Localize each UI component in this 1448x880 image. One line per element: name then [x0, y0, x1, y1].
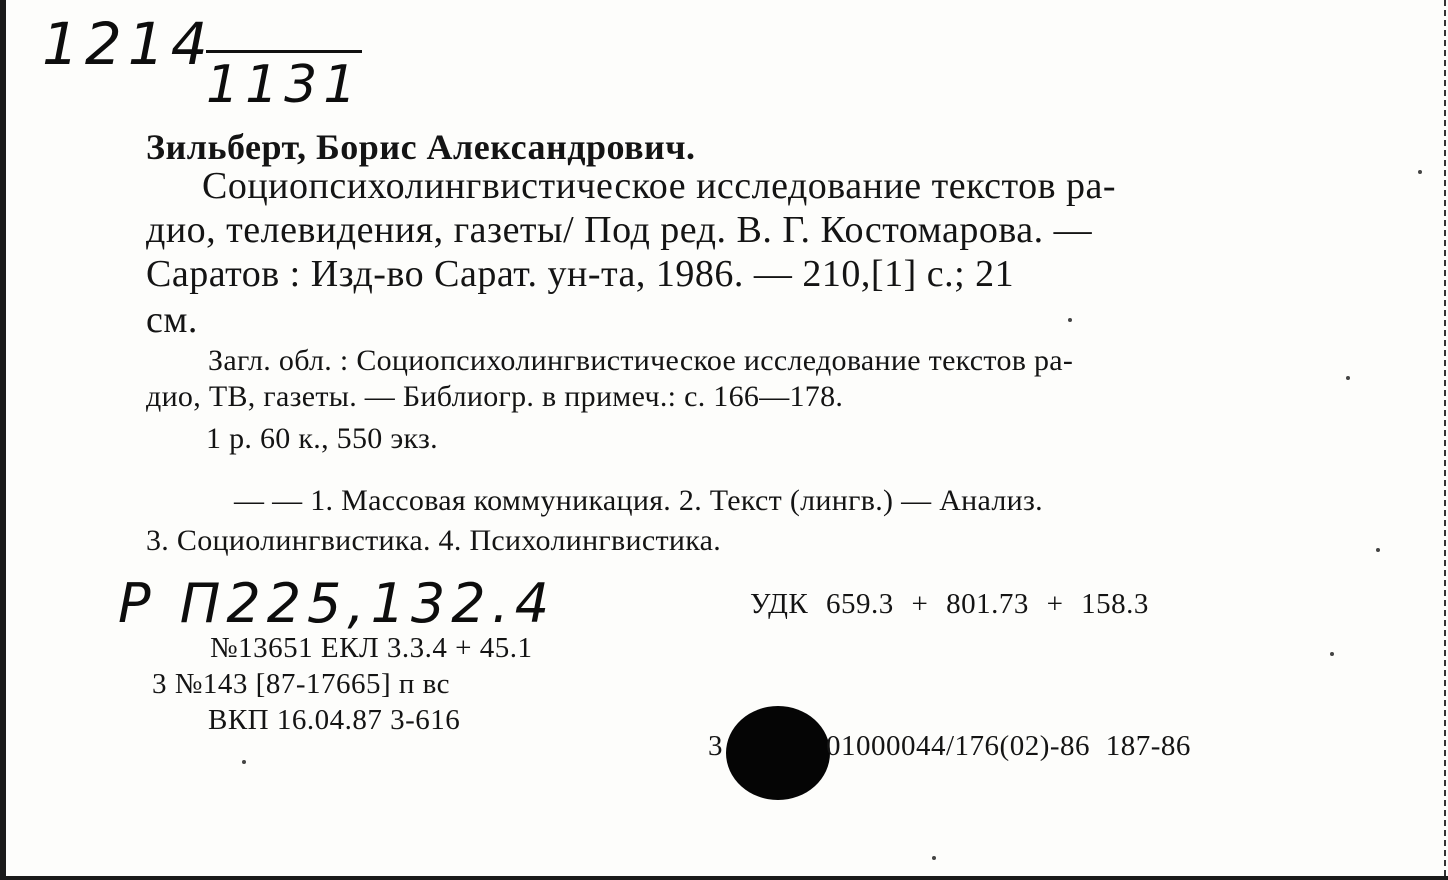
dust-speck [932, 856, 936, 860]
registry-line-3: ВКП 16.04.87 3-616 [208, 704, 461, 736]
code-prefix: 3 [708, 730, 723, 762]
dust-speck [242, 760, 246, 764]
dust-speck [1346, 376, 1350, 380]
author-heading: Зильберт, Борис Александрович. [146, 127, 696, 167]
card-code: 01000044/176(02)-86 187-86 [826, 730, 1191, 762]
price-line: 1 р. 60 к., 550 экз. [206, 422, 438, 455]
udc-code: УДК 659.3 + 801.73 + 158.3 [750, 588, 1149, 620]
handwritten-number: 1214 [42, 10, 214, 78]
dust-speck [1418, 170, 1422, 174]
title-line-4: см. [146, 299, 198, 341]
note-line-1: Загл. обл. : Социопсихолингвистическое исследование текстов ра- [208, 344, 1074, 377]
title-line-1: Социопсихолингвистическое исследование текстов ра- [202, 165, 1117, 207]
handwritten-shelfmark: Р П225,132.4 [118, 572, 556, 635]
subject-line-2: 3. Социолингвистика. 4. Психолингвистика. [146, 524, 722, 557]
subject-line-1: — — 1. Массовая коммуникация. 2. Текст (лингв.) — Анализ. [234, 484, 1043, 517]
title-line-2: дио, телевидения, газеты/ Под ред. В. Г. Костомарова. — [146, 209, 1093, 251]
ink-blot [726, 706, 830, 800]
dust-speck [1376, 548, 1380, 552]
title-line-3: Саратов : Изд-во Сарат. ун-та, 1986. — 210,[1] с.; 21 [146, 253, 1015, 295]
dust-speck [1330, 652, 1334, 656]
registry-line-1: №13651 ЕКЛ 3.3.4 + 45.1 [210, 632, 533, 664]
handwritten-subnumber: 1131 [206, 50, 362, 115]
note-line-2: дио, ТВ, газеты. — Библиогр. в примеч.: с. 166—178. [146, 380, 844, 413]
dust-speck [1068, 318, 1072, 322]
registry-line-2: 3 №143 [87-17665] п вс [152, 668, 451, 700]
card-edge [1444, 0, 1446, 876]
